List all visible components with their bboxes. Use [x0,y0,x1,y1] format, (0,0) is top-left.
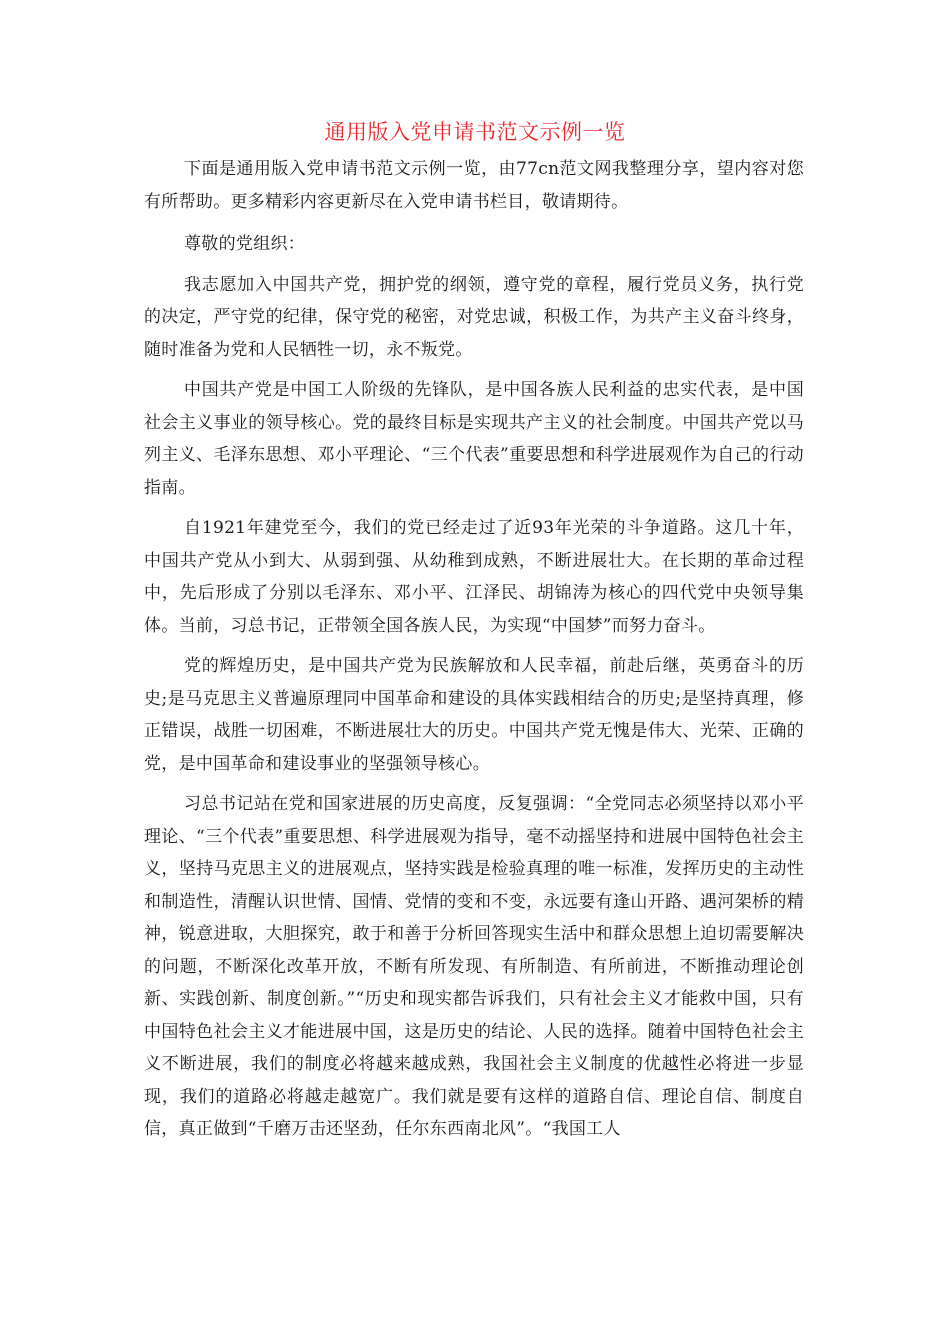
document-title: 通用版入党申请书范文示例一览 [324,120,626,144]
salutation: 尊敬的党组织： [184,234,306,254]
intro-paragraph: 下面是通用版入党申请书范文示例一览，由77cn范文网我整理分享，望内容对您有所帮助。更多精彩内容更新尽在入党申请书栏目，敬请期待。 [144,159,804,212]
body-paragraph-5: 习总书记站在党和国家进展的历史高度，反复强调：“全党同志必须坚持以邓小平理论、“三个代表”重要思想、科学进展观为指导，毫不动摇坚持和进展中国特色社会主义，坚持马克思主义的进展观点，坚持实践是检验真理的唯一标准，发挥历史的主动性和制造性，清醒认识世情、国情、党情的变和不变，永远要有逢山开路、遇河架桥的精神，锐意进取，大胆探究，敢于和善于分析回答现实生活中和群众思想上迫切需要解决的问题，不断深化改革开放，不断有所发现、有所制造、有所前进，不断推动理论创新、实践创新、制度创新。”“历史和现实都告诉我们，只有社会主义才能救中国，只有中国特色社会主义才能进展中国，这是历史的结论、人民的选择。随着中国特色社会主义不断进展，我们的制度必将越来越成熟，我国社会主义制度的优越性必将进一步显现，我们的道路必将越走越宽广。我们就是要有这样的道路自信、理论自信、制度自信，真正做到“千磨万击还坚劲，任尔东西南北风”。“我国工人 [144,794,804,1139]
body-paragraph-4: 党的辉煌历史，是中国共产党为民族解放和人民幸福，前赴后继，英勇奋斗的历史;是马克思主义普遍原理同中国革命和建设的具体实践相结合的历史;是坚持真理，修正错误，战胜一切困难，不断进展壮大的历史。中国共产党无愧是伟大、光荣、正确的党，是中国革命和建设事业的坚强领导核心。 [144,656,804,774]
body-paragraph-1: 我志愿加入中国共产党，拥护党的纲领，遵守党的章程，履行党员义务，执行党的决定，严守党的纪律，保守党的秘密，对党忠诚，积极工作，为共产主义奋斗终身，随时准备为党和人民牺牲一切，永不叛党。 [144,274,804,360]
body-paragraph-2: 中国共产党是中国工人阶级的先锋队，是中国各族人民利益的忠实代表，是中国社会主义事业的领导核心。党的最终目标是实现共产主义的社会制度。中国共产党以马列主义、毛泽东思想、邓小平理论、“三个代表”重要思想和科学进展观作为自己的行动指南。 [144,380,804,498]
document-body [144,153,804,1154]
body-paragraph-3: 自1921年建党至今，我们的党已经走过了近93年光荣的斗争道路。这几十年，中国共产党从小到大、从弱到强、从幼稚到成熟，不断进展壮大。在长期的革命过程中，先后形成了分别以毛泽东、邓小平、江泽民、胡锦涛为核心的四代党中央领导集体。当前，习总书记，正带领全国各族人民，为实现“中国梦”而努力奋斗。 [144,518,804,636]
